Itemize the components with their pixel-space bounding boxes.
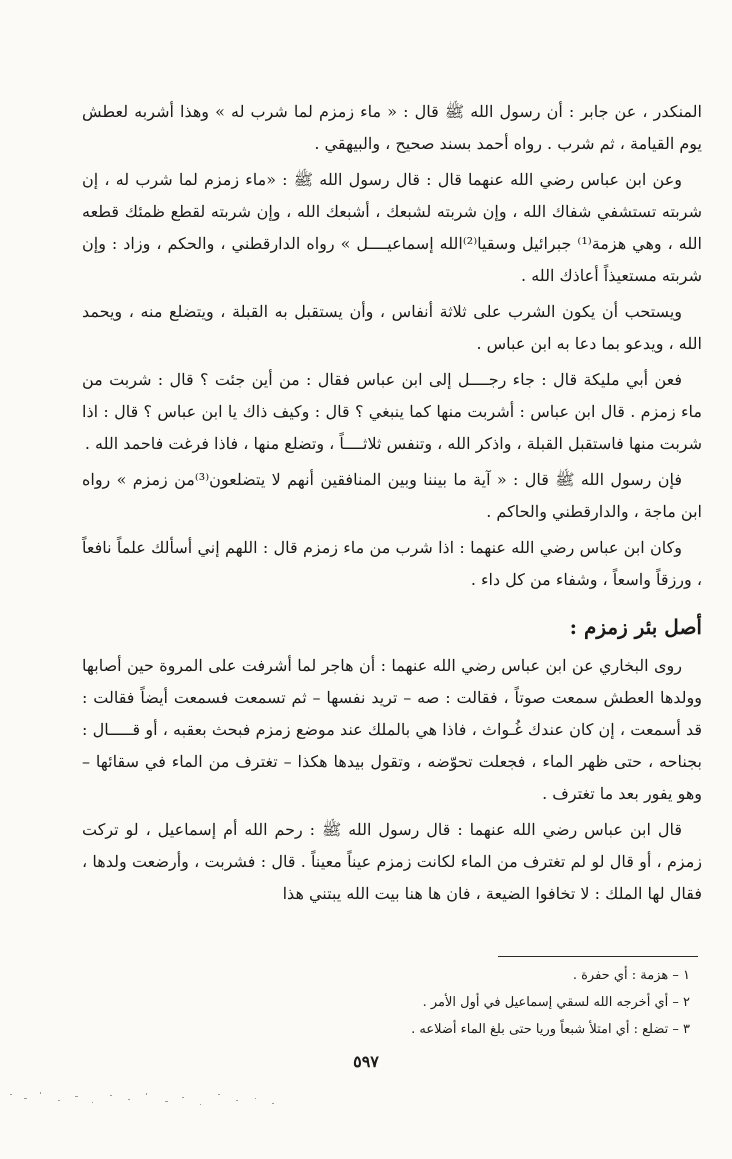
footnotes <box>250 962 690 1043</box>
paragraph-abi-mulaika: فعن أبي مليكة قال : جاء رجــــل إلى ابن عباس فقال : من أين جئت ؟ قال : شربت من ماء زمزم . قال ابن عباس : أشربت منها كما ينبغي ؟ قال : وكيف ذاك يا ابن عباس ؟ قال : اذا شربت منها فاستقبل القبلة ، واذكر الله ، وتنفس ثلاثــــاً ، وتضلع منها ، فاذا فرغت فاحمد الله . <box>82 370 702 453</box>
paragraph-drinking-etiquette: ويستحب أن يكون الشرب على ثلاثة أنفاس ، وأن يستقبل به القبلة ، ويتضلع منه ، ويحمد الله ، ويدعو بما دعا به ابن عباس . <box>82 302 702 353</box>
paragraph-hadith-ibn-abbas: وعن ابن عباس رضي الله عنهما قال : قال رسول الله ﷺ : «ماء زمزم لما شرب له ، إن شربته تستشفي شفاك الله ، وإن شربته لشبعك ، أشبعك الله ، وإن شربته لقطع ظمئك قطعه الله ، وهي هزمة⁽¹⁾ جبرائيل وسقيا⁽²⁾الله إسماعيــــل » رواه الدارقطني ، والحكم ، وزاد : وإن شربته مستعيذاً أعاذك الله . <box>82 170 702 285</box>
paragraph-supplication: وكان ابن عباس رضي الله عنهما : اذا شرب من ماء زمزم قال : اللهم إني أسألك علماً نافعاً ، ورزقاً واسعاً ، وشفاء من كل داء . <box>82 538 702 589</box>
paragraph-hypocrites-sign: فإن رسول الله ﷺ قال : « آية ما بيننا وبين المنافقين أنهم لا يتضلعون⁽³⁾من زمزم » رواه ابن ماجة ، والدارقطني والحاكم . <box>82 470 702 521</box>
scan-noise <box>0 1080 300 1120</box>
footnote-2: ٢ – أي أخرجه الله لسقي إسماعيل في أول الأمر . <box>422 995 690 1010</box>
paragraph-bukhari-origin: روى البخاري عن ابن عباس رضي الله عنهما : أن هاجر لما أشرفت على المروة حين أصابها وولدها العطش سمعت صوتاً ، فقالت : صه – تريد نفسها – ثم تسمعت فسمعت أيضاً فقالت : قد أسمعت ، إن كان عندك غُـواث ، فاذا هي بالملك عند موضع زمزم فبحث بعقبه ، أو قـــــال : بجناحه ، حتى ظهر الماء ، فجعلت تحوّضه ، وتقول بيدها هكذا – تغترف من الماء في سقائها – وهو يفور بعد ما تغترف . <box>82 656 702 803</box>
section-heading: أصل بئر زمزم : <box>569 615 702 639</box>
footnote-divider <box>498 956 698 957</box>
page-number: ٥٩٧ <box>353 1052 379 1071</box>
main-text <box>82 96 702 914</box>
footnote-3: ٣ – تضلع : أي امتلأ شبعاً وريا حتى بلغ الماء أضلاعه . <box>411 1022 690 1037</box>
paragraph-umm-ismail: قال ابن عباس رضي الله عنهما : قال رسول الله ﷺ : رحم الله أم إسماعيل ، لو تركت زمزم ، أو قال لو لم تغترف من الماء لكانت زمزم عيناً معيناً . قال : فشربت ، وأرضعت ولدها ، فقال لها الملك : لا تخافوا الضيعة ، فان ها هنا بيت الله يبتني هذا <box>82 820 702 903</box>
footnote-1: ١ – هزمة : أي حفرة . <box>572 968 690 983</box>
paragraph-hadith-jabir: المنكدر ، عن جابر : أن رسول الله ﷺ قال : « ماء زمزم لما شرب له » وهذا أشربه لعطش يوم القيامة ، ثم شرب . رواه أحمد بسند صحيح ، والبيهقي . <box>82 102 702 153</box>
